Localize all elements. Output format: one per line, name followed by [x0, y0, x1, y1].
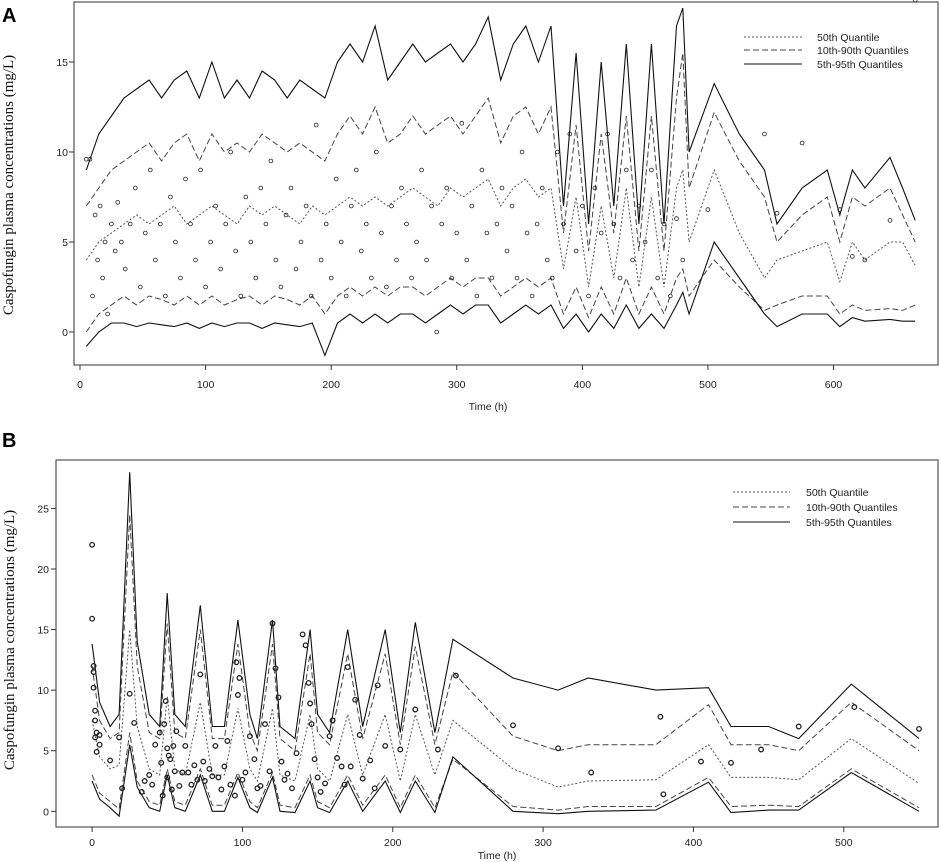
data-point-a: [264, 222, 268, 226]
data-point-b: [147, 773, 152, 778]
data-point-b: [150, 782, 155, 787]
x-tick-label-b-0: 0: [89, 837, 95, 849]
data-point-a: [204, 285, 208, 289]
data-point-a: [888, 219, 892, 223]
y-axis-b: [37, 503, 56, 818]
data-point-b: [294, 751, 299, 756]
data-point-a: [254, 276, 258, 280]
data-point-b: [236, 693, 241, 698]
data-point-a: [269, 159, 273, 163]
data-point-b: [177, 784, 182, 789]
data-point-a: [259, 186, 263, 190]
x-tick-label-a-0: 0: [77, 379, 83, 391]
series-group-b: [92, 472, 919, 816]
x-axis-title-b: Time (h): [477, 850, 517, 862]
data-point-a: [194, 258, 198, 262]
data-point-a: [199, 168, 203, 172]
data-point-a: [851, 255, 855, 259]
data-point-b: [219, 787, 224, 792]
data-point-a: [304, 204, 308, 208]
y-tick-label-b-15: 15: [37, 624, 49, 637]
data-point-a: [599, 231, 603, 235]
x-tick-label-a-500: 500: [699, 379, 717, 391]
data-point-b: [699, 759, 704, 764]
data-point-a: [525, 231, 529, 235]
data-point-b: [173, 769, 178, 774]
y-tick-label-a-0: 0: [62, 327, 68, 339]
data-point-a: [515, 276, 519, 280]
series-line-b-90th-quantile: [92, 515, 919, 751]
data-point-a: [329, 276, 333, 280]
data-point-a: [681, 258, 685, 262]
data-point-a: [480, 168, 484, 172]
data-point-a: [239, 294, 243, 298]
data-point-b: [285, 771, 290, 776]
data-point-a: [120, 240, 124, 244]
data-point-a: [470, 204, 474, 208]
data-point-a: [650, 168, 654, 172]
data-point-b: [658, 715, 663, 720]
data-point-b: [372, 786, 377, 791]
data-point-a: [675, 217, 679, 221]
data-point-a: [364, 222, 368, 226]
x-tick-label-b-400: 400: [684, 837, 703, 849]
data-point-a: [495, 222, 499, 226]
data-point-a: [913, 0, 917, 2]
data-point-b: [267, 769, 272, 774]
data-point-a: [110, 222, 114, 226]
data-point-b: [252, 757, 257, 762]
data-point-a: [93, 213, 97, 217]
data-point-a: [189, 222, 193, 226]
data-point-a: [520, 150, 524, 154]
data-point-b: [93, 708, 98, 713]
data-point-a: [349, 204, 353, 208]
data-point-b: [132, 721, 137, 726]
data-point-b: [203, 779, 208, 784]
data-point-a: [375, 150, 379, 154]
data-point-a: [159, 222, 163, 226]
data-point-b: [323, 781, 328, 786]
data-point-a: [334, 177, 338, 181]
data-point-a: [359, 249, 363, 253]
data-point-b: [511, 723, 516, 728]
data-point-a: [763, 132, 767, 136]
data-point-a: [385, 285, 389, 289]
data-point-b: [661, 792, 666, 797]
data-point-a: [101, 276, 105, 280]
y-tick-label-b-25: 25: [37, 503, 49, 516]
data-point-a: [229, 150, 233, 154]
data-point-a: [380, 231, 384, 235]
data-point-a: [530, 294, 534, 298]
y-tick-label-a-15: 15: [56, 57, 68, 69]
data-point-b: [186, 770, 191, 775]
data-point-b: [243, 770, 248, 775]
data-point-a: [545, 258, 549, 262]
legend-label-outer-a: 5th-95th Quantiles: [817, 59, 903, 71]
legend-label-median-a: 50th Quantile: [817, 32, 880, 44]
data-point-a: [775, 211, 779, 215]
y-axis-a: [56, 57, 74, 339]
data-point-b: [142, 779, 147, 784]
plot-frame-b: [56, 460, 938, 827]
data-point-a: [214, 204, 218, 208]
y-tick-label-a-10: 10: [56, 147, 68, 159]
data-point-b: [308, 701, 313, 706]
data-point-b: [237, 676, 242, 681]
data-point-b: [97, 742, 102, 747]
data-point-a: [410, 276, 414, 280]
data-point-a: [133, 186, 137, 190]
data-point-a: [460, 121, 464, 125]
data-point-a: [430, 204, 434, 208]
data-point-b: [192, 763, 197, 768]
data-point-b: [335, 756, 340, 761]
data-point-a: [400, 186, 404, 190]
data-point-a: [540, 186, 544, 190]
data-point-b: [165, 746, 170, 751]
data-point-b: [233, 793, 238, 798]
panel-label-a: A: [2, 5, 17, 27]
data-point-a: [485, 231, 489, 235]
data-point-a: [143, 231, 147, 235]
data-point-b: [375, 683, 380, 688]
data-point-b: [589, 770, 594, 775]
series-group-a: [86, 8, 915, 355]
data-point-a: [624, 168, 628, 172]
data-point-b: [282, 778, 287, 783]
data-point-b: [90, 543, 95, 548]
points-group-b: [90, 543, 922, 798]
data-point-a: [138, 285, 142, 289]
data-point-a: [425, 258, 429, 262]
data-point-a: [169, 195, 173, 199]
data-point-b: [180, 770, 185, 775]
series-line-a-90th-quantile: [86, 53, 915, 251]
data-point-b: [729, 761, 734, 766]
data-point-b: [312, 757, 317, 762]
data-point-a: [128, 222, 132, 226]
data-point-b: [917, 727, 922, 732]
data-point-b: [216, 775, 221, 780]
x-tick-label-b-200: 200: [383, 837, 402, 849]
data-point-a: [219, 267, 223, 271]
data-point-a: [475, 294, 479, 298]
data-point-a: [123, 267, 127, 271]
legend-label-inner-a: 10th-90th Quantiles: [817, 45, 909, 57]
y-tick-label-b-10: 10: [37, 685, 49, 698]
panel-label-b: B: [2, 430, 17, 452]
data-point-a: [234, 249, 238, 253]
data-point-a: [106, 312, 110, 316]
series-line-a-95th-quantile: [86, 8, 915, 224]
data-point-a: [415, 240, 419, 244]
data-point-a: [103, 240, 107, 244]
data-point-a: [435, 330, 439, 334]
data-point-b: [201, 759, 206, 764]
data-point-b: [348, 764, 353, 769]
data-point-a: [535, 222, 539, 226]
data-point-a: [154, 258, 158, 262]
data-point-a: [370, 276, 374, 280]
data-point-a: [405, 222, 409, 226]
data-point-b: [117, 735, 122, 740]
data-point-a: [505, 249, 509, 253]
legend-label-inner-b: 10th-90th Quantiles: [806, 502, 898, 514]
data-point-a: [455, 231, 459, 235]
y-tick-label-b-20: 20: [37, 563, 49, 576]
data-point-a: [500, 186, 504, 190]
data-point-a: [706, 208, 710, 212]
data-point-b: [759, 747, 764, 752]
data-point-a: [440, 222, 444, 226]
data-point-a: [98, 204, 102, 208]
data-point-a: [314, 123, 318, 127]
data-point-b: [225, 739, 230, 744]
data-point-a: [490, 276, 494, 280]
data-point-b: [345, 665, 350, 670]
data-point-b: [303, 643, 308, 648]
data-point-a: [510, 204, 514, 208]
data-point-a: [344, 294, 348, 298]
data-point-a: [179, 276, 183, 280]
data-point-b: [852, 705, 857, 710]
data-point-b: [413, 707, 418, 712]
data-point-a: [800, 141, 804, 145]
data-point-b: [183, 744, 188, 749]
data-point-a: [148, 168, 152, 172]
series-line-a-10th-quantile: [86, 260, 915, 332]
data-point-b: [398, 747, 403, 752]
data-point-b: [93, 718, 98, 723]
data-point-b: [153, 742, 158, 747]
legend-label-median-b: 50th Quantile: [806, 487, 869, 499]
data-point-a: [174, 240, 178, 244]
legend-label-outer-b: 5th-95th Quantiles: [806, 517, 892, 529]
data-point-a: [113, 249, 117, 253]
x-tick-label-b-300: 300: [534, 837, 552, 849]
x-tick-label-a-600: 600: [824, 379, 843, 391]
data-point-b: [234, 660, 239, 665]
data-point-b: [279, 759, 284, 764]
data-point-a: [184, 177, 188, 181]
series-line-b-5th-quantile: [92, 745, 919, 817]
data-point-a: [91, 294, 95, 298]
data-point-a: [656, 276, 660, 280]
data-point-b: [228, 782, 233, 787]
x-tick-label-b-500: 500: [835, 837, 853, 849]
data-point-b: [108, 758, 113, 763]
data-point-a: [209, 240, 213, 244]
legend-a: [744, 32, 909, 71]
data-point-b: [436, 747, 441, 752]
data-point-b: [213, 744, 218, 749]
data-point-a: [96, 258, 100, 262]
data-point-a: [420, 168, 424, 172]
data-point-b: [290, 786, 295, 791]
data-point-a: [294, 267, 298, 271]
y-tick-label-b-5: 5: [43, 745, 49, 758]
x-tick-label-a-100: 100: [196, 379, 215, 391]
data-point-b: [796, 724, 801, 729]
data-point-b: [127, 692, 132, 697]
data-point-b: [353, 698, 358, 703]
data-point-b: [90, 616, 95, 621]
data-point-a: [224, 222, 228, 226]
data-point-b: [318, 790, 323, 795]
data-point-a: [354, 168, 358, 172]
legend-b: [733, 487, 898, 529]
data-point-a: [445, 186, 449, 190]
series-line-a-5th-quantile: [86, 242, 915, 355]
data-point-b: [315, 775, 320, 780]
x-tick-label-b-100: 100: [233, 837, 252, 849]
y-axis-title-a: Caspofungin plasma concentrations (mg/L): [1, 54, 17, 316]
x-tick-label-a-200: 200: [322, 379, 340, 391]
data-point-a: [395, 258, 399, 262]
data-point-a: [164, 294, 168, 298]
data-point-a: [587, 294, 591, 298]
y-axis-title-b: Caspofungin plasma concentrations (mg/L): [2, 509, 18, 771]
data-point-b: [383, 744, 388, 749]
data-point-a: [339, 240, 343, 244]
data-point-b: [198, 672, 203, 677]
data-point-b: [171, 744, 176, 749]
x-axis-title-a: Time (h): [468, 401, 508, 413]
data-point-b: [360, 776, 365, 781]
data-point-b: [207, 767, 212, 772]
data-point-a: [244, 195, 248, 199]
data-point-b: [263, 722, 268, 727]
data-point-b: [189, 782, 194, 787]
y-tick-label-a-5: 5: [62, 237, 68, 249]
data-point-a: [279, 285, 283, 289]
data-point-a: [289, 186, 293, 190]
data-point-a: [249, 240, 253, 244]
data-point-b: [357, 733, 362, 738]
data-point-a: [84, 157, 88, 161]
series-line-b-50th-quantile: [92, 630, 919, 788]
x-tick-label-a-300: 300: [447, 379, 466, 391]
data-point-a: [299, 240, 303, 244]
series-line-b-95th-quantile: [92, 472, 919, 738]
data-point-a: [324, 222, 328, 226]
data-point-a: [116, 201, 120, 205]
x-tick-label-a-400: 400: [573, 379, 592, 391]
data-point-a: [465, 258, 469, 262]
y-tick-label-b-0: 0: [43, 806, 49, 819]
data-point-b: [556, 746, 561, 751]
data-point-b: [300, 632, 305, 637]
data-point-b: [339, 764, 344, 769]
data-point-a: [618, 276, 622, 280]
data-point-b: [306, 681, 311, 686]
data-point-a: [274, 258, 278, 262]
data-point-a: [631, 258, 635, 262]
data-point-b: [240, 778, 245, 783]
data-point-a: [319, 258, 323, 262]
x-axis-b: [89, 827, 853, 849]
x-axis-a: [77, 365, 842, 391]
data-point-a: [390, 204, 394, 208]
series-line-a-50th-quantile: [86, 170, 915, 287]
data-point-a: [574, 249, 578, 253]
